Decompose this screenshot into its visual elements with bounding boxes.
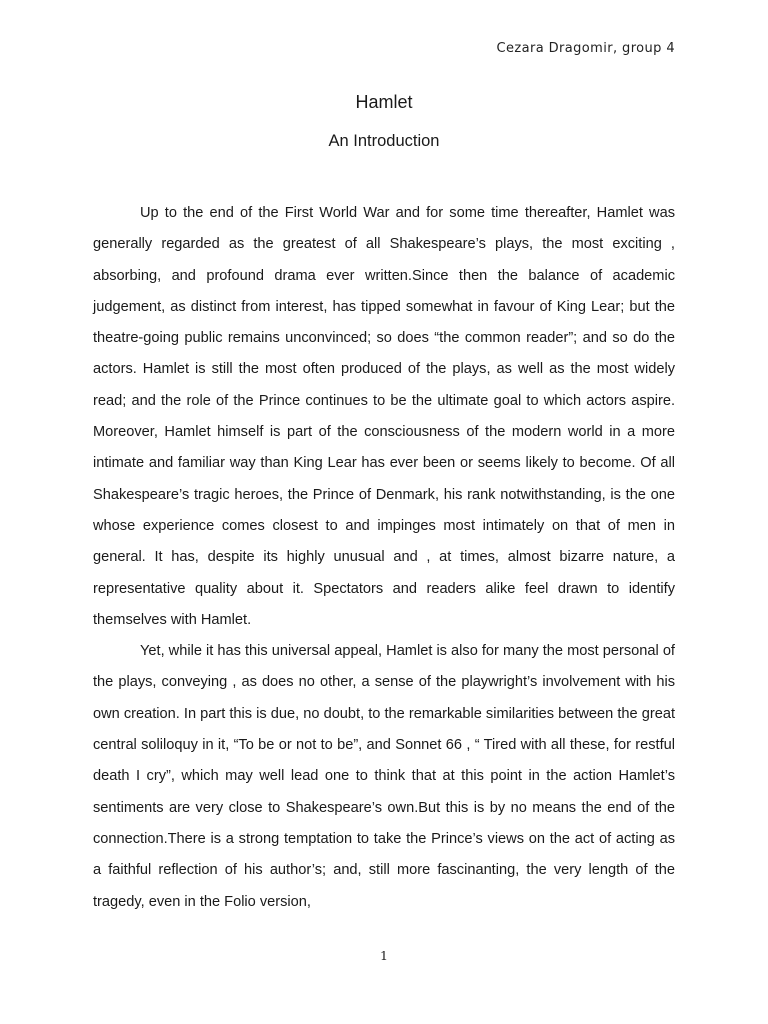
page-number: 1 bbox=[380, 948, 388, 963]
document-subtitle: An Introduction bbox=[328, 132, 440, 150]
author-header: Cezara Dragomir, group 4 bbox=[496, 41, 675, 56]
paragraph-2: Yet, while it has this universal appeal, Hamlet is also for many the most personal of the plays, conveying , as does no other, a sense of the playwright’s involvement with his own creation. In part this is due, no doubt, to the remarkable similarities between the great central soliloquy in it, “To be or not to be”, and Sonnet 66 , “ Tired with all these, for restful death I cry”, which may well lead one to think that at this point in the action Hamlet’s sentiments are very close to Shakespeare’s own.But this is by no means the end of the connection.There is a strong temptation to take the Prince’s views on the act of acting as a faithful reflection of his author’s; and, still more fascinanting, the very length of the tragedy, even in the Folio version, bbox=[93, 643, 675, 910]
document-title: Hamlet bbox=[355, 92, 413, 112]
paragraph-1: Up to the end of the First World War and for some time thereafter, Hamlet was generally regarded as the greatest of all Shakespeare’s plays, the most exciting , absorbing, and profound drama ever written.Since then the balance of academic judgement, as distinct from interest, has tipped somewhat in favour of King Lear; but the theatre-going public remains unconvinced; so does “the common reader”; and so do the actors. Hamlet is still the most often produced of the plays, as well as the most widely read; and the role of the Prince continues to be the ultimate goal to which actors aspire. Moreover, Hamlet himself is part of the consciousness of the modern world in a more intimate and familiar way than King Lear has ever been or seems likely to become. Of all Shakespeare’s tragic heroes, the Prince of Denmark, his rank notwithstanding, is the one whose experience comes closest to and impinges most intimately on that of men in general. It has, despite its highly unusual and , at times, almost bizarre nature, a representative quality about it. Spectators and readers alike feel drawn to identify themselves with Hamlet. bbox=[93, 205, 675, 628]
body-text bbox=[93, 198, 675, 918]
